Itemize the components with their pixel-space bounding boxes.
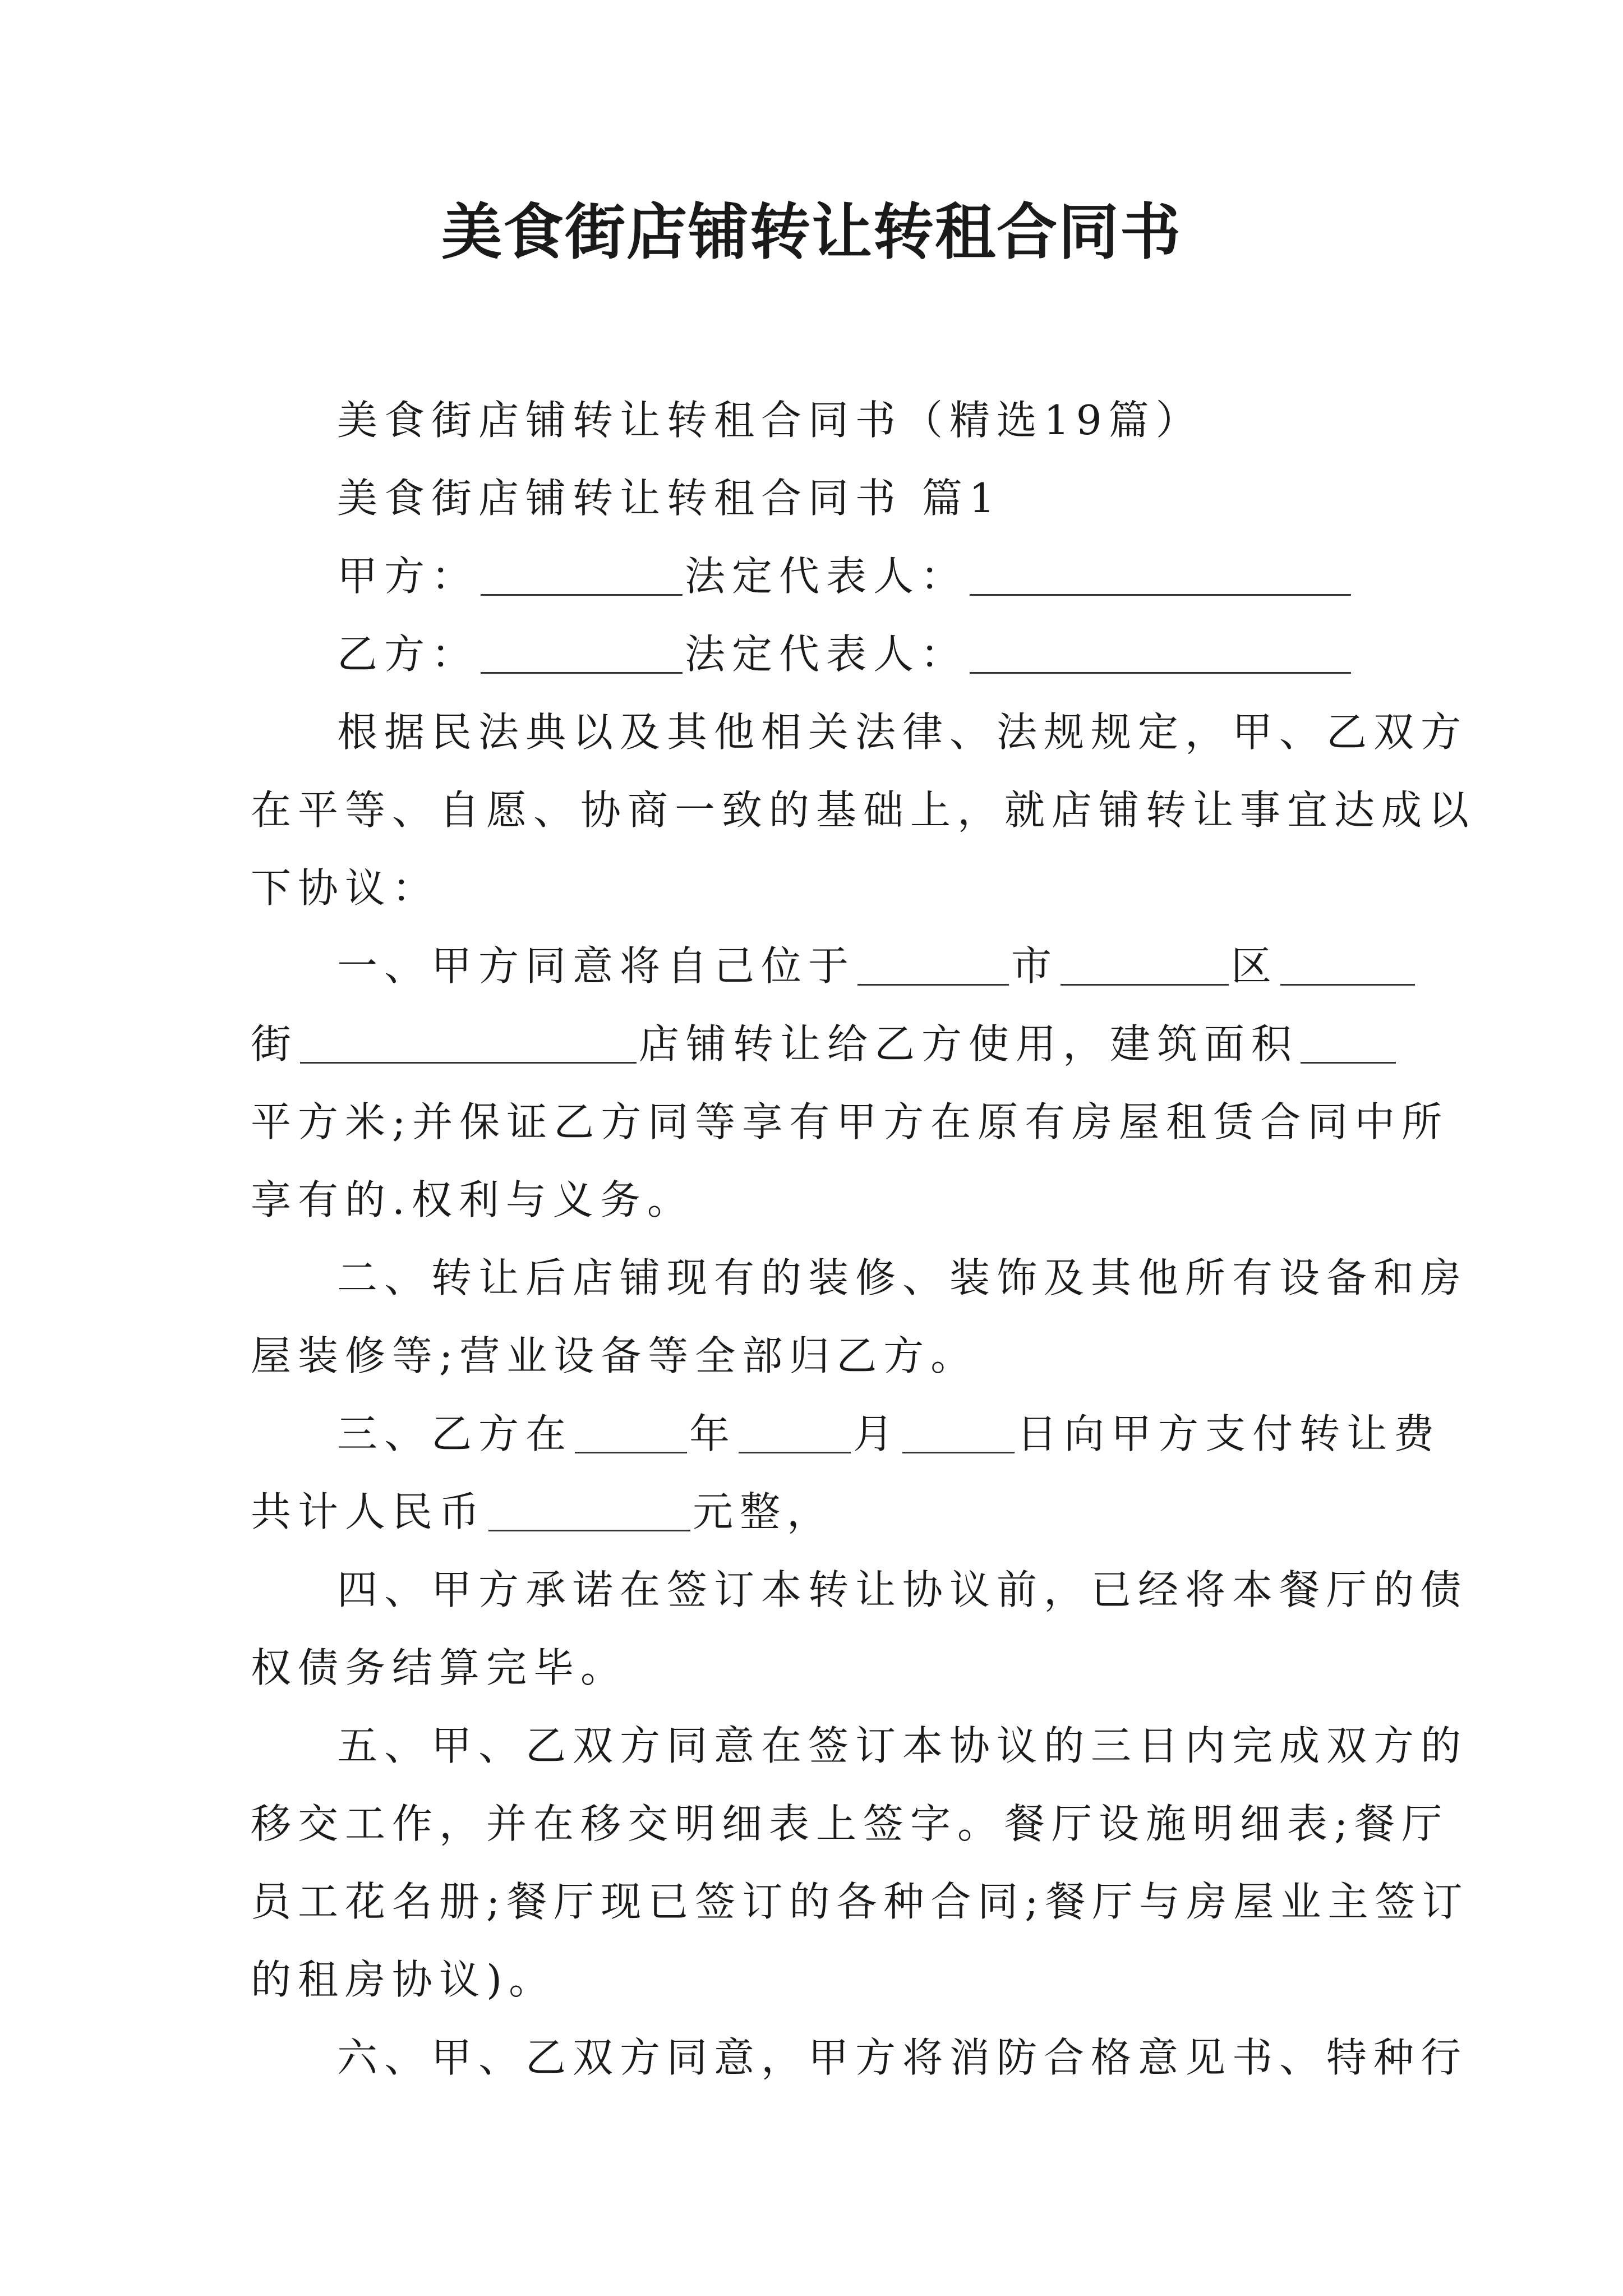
clause-3-text-f: 元整， (693, 1488, 834, 1535)
clause-1-line (251, 927, 1384, 1005)
section-heading: 美食街店铺转让转租合同书 篇1 (337, 475, 1002, 522)
city-blank[interactable] (857, 944, 1009, 986)
clause-5-line (251, 1863, 1469, 1941)
clause-3-text-c: 月 (853, 1410, 901, 1457)
party-b-legal-rep-label: 法定代表人： (685, 631, 968, 678)
clause-5-line (251, 1941, 1384, 2019)
clause-5-text-1: 五、甲、乙双方同意在签订本协议的三日内完成双方的 (337, 1722, 1468, 1769)
clause-1-text-f: 平方米;并保证乙方同等享有甲方在原有房屋租赁合同中所 (251, 1098, 1449, 1145)
clause-2-line (251, 1317, 1384, 1395)
clause-1-line (251, 1161, 1384, 1239)
document-body (251, 381, 1476, 2097)
clause-5-text-4: 的租房协议)。 (251, 1956, 556, 2003)
clause-1-text-c: 区 (1231, 942, 1279, 990)
clause-1-text-d: 街 (251, 1020, 298, 1068)
subtitle: 美食街店铺转让转租合同书（精选19篇） (337, 397, 1203, 444)
clause-4-line (251, 1629, 1384, 1707)
paragraph-line (251, 771, 1476, 849)
clause-4-line (251, 1551, 1468, 1629)
party-b-legal-rep-blank[interactable] (970, 632, 1351, 674)
party-a-name-blank[interactable] (481, 554, 683, 596)
clause-1-text-g: 享有的.权利与义务。 (251, 1176, 694, 1223)
subtitle-line (251, 381, 1384, 459)
intro-text-2: 在平等、自愿、协商一致的基础上，就店铺转让事宜达成以 (251, 786, 1476, 834)
document-title: 美食街店铺转让转租合同书 (441, 197, 1182, 268)
party-a-line (251, 537, 1384, 615)
clause-4-text-2: 权债务结算完毕。 (251, 1644, 628, 1691)
year-blank[interactable] (575, 1411, 687, 1453)
clause-1-text-a: 一、甲方同意将自己位于 (337, 942, 856, 990)
party-a-legal-rep-label: 法定代表人： (685, 553, 968, 600)
clause-5-line (251, 1707, 1468, 1785)
paragraph-line (251, 693, 1468, 771)
district-blank[interactable] (1061, 944, 1229, 986)
party-b-line (251, 615, 1384, 693)
clause-3-text-a: 三、乙方在 (337, 1410, 573, 1457)
area-blank[interactable] (1301, 1022, 1396, 1064)
street-blank-1[interactable] (1280, 944, 1415, 986)
clause-3-line (251, 1473, 1384, 1551)
clause-2-line (251, 1239, 1468, 1317)
clause-5-text-3: 员工花名册;餐厅现已签订的各种合同;餐厅与房屋业主签订 (251, 1878, 1469, 1925)
clause-1-line (251, 1083, 1449, 1161)
clause-5-text-2: 移交工作，并在移交明细表上签字。餐厅设施明细表;餐厅 (251, 1800, 1449, 1847)
section-heading-line (251, 459, 1384, 537)
intro-text-1: 根据民法典以及其他相关法律、法规规定，甲、乙双方 (337, 708, 1468, 756)
party-a-label: 甲方： (337, 553, 479, 600)
clause-6-line (251, 2019, 1468, 2097)
clause-3-line (251, 1395, 1441, 1473)
day-blank[interactable] (902, 1411, 1015, 1453)
intro-text-3: 下协议： (251, 864, 440, 912)
clause-2-text-2: 屋装修等;营业设备等全部归乙方。 (251, 1332, 978, 1379)
clause-3-text-d: 日向甲方支付转让费 (1017, 1410, 1441, 1457)
clause-1-line (251, 1005, 1384, 1083)
month-blank[interactable] (739, 1411, 851, 1453)
clause-6-text-1: 六、甲、乙双方同意，甲方将消防合格意见书、特种行 (337, 2034, 1468, 2081)
party-b-label: 乙方： (337, 631, 479, 678)
clause-4-text-1: 四、甲方承诺在签订本转让协议前，已经将本餐厅的债 (337, 1566, 1468, 1613)
clause-3-text-e: 共计人民币 (251, 1488, 487, 1535)
party-a-legal-rep-blank[interactable] (970, 554, 1351, 596)
clause-5-line (251, 1785, 1449, 1863)
clause-1-text-b: 市 (1011, 942, 1059, 990)
clause-3-text-b: 年 (689, 1410, 737, 1457)
paragraph-line (251, 849, 1384, 927)
clause-2-text-1: 二、转让后店铺现有的装修、装饰及其他所有设备和房 (337, 1254, 1468, 1301)
amount-blank[interactable] (488, 1489, 690, 1531)
street-blank-2[interactable] (300, 1022, 637, 1064)
party-b-name-blank[interactable] (481, 632, 683, 674)
clause-1-text-e: 店铺转让给乙方使用，建筑面积 (639, 1020, 1299, 1068)
